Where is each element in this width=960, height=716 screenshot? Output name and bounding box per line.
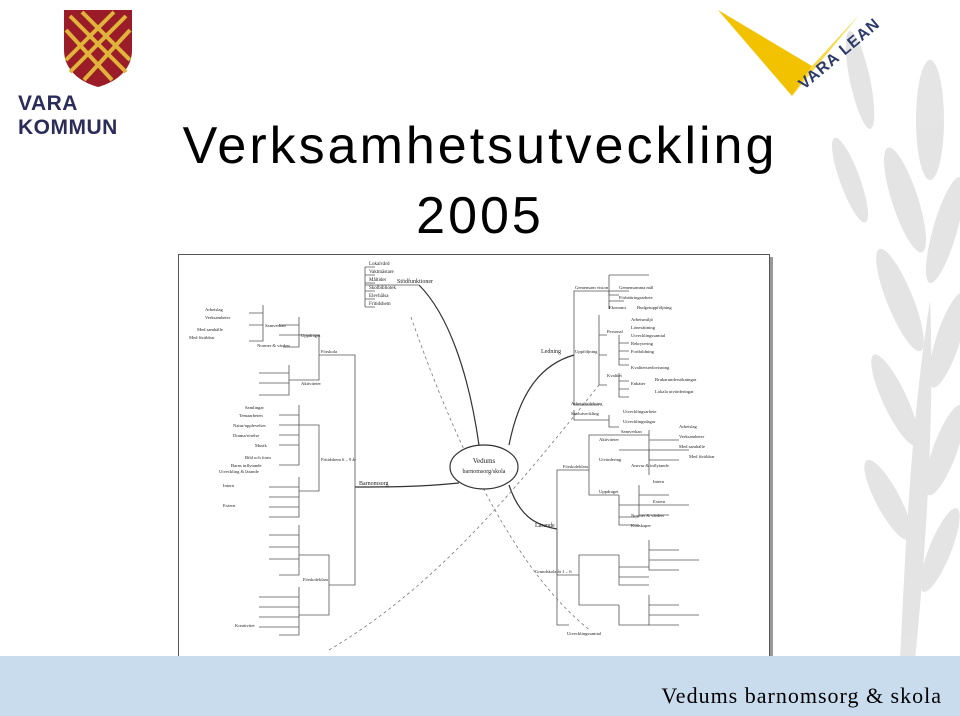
center-line1: Vedums (472, 457, 496, 465)
vara-kommun-shield-icon (60, 8, 136, 88)
larande-item: Kunskaper (631, 523, 651, 528)
ledning-item: Brukarundersökningar (655, 377, 697, 382)
stod-item: Skolbibliotek (369, 286, 396, 291)
larande-item: Arbetslag (679, 424, 697, 429)
ledning-item: Skolutveckling (571, 411, 599, 416)
larande-item: Ansvar & inflytande (631, 463, 669, 468)
stod-item: Fritidshem (369, 302, 391, 307)
larande-item: Förskoleklass (563, 464, 589, 469)
vara-lean-logo (712, 4, 882, 104)
larande-item: Extern (653, 499, 666, 504)
branch-ledning: Ledning (541, 349, 561, 355)
barn-item: Samlingar (245, 405, 264, 410)
branch-larande: Lärande (535, 523, 555, 529)
ledning-item: Rekrytering (631, 341, 653, 346)
barn-item: Utveckling & lärande (219, 469, 259, 474)
footer-text: Vedums barnomsorg & skola (661, 683, 942, 708)
stod-item: Vaktmästare (369, 270, 394, 275)
ledning-item: Gemensam vision (575, 285, 609, 290)
branch-stod: Stödfunktioner (397, 279, 433, 285)
barn-item: Förskola (321, 349, 338, 354)
ledning-item: Gemensamma mål (619, 285, 654, 290)
barn-item: Natur/upplevelser (233, 423, 266, 428)
larande-item: Samverkan (621, 429, 642, 434)
larande-item: Intern (653, 479, 664, 484)
page-year: 2005 (416, 187, 544, 245)
ledning-item: Utvecklingsdagar (623, 419, 656, 424)
ledning-item: Utvecklingsarbete (623, 409, 657, 414)
barn-item: Bild och form (245, 455, 271, 460)
barn-item: Med samhälle (197, 327, 223, 332)
barn-item: Förskoleklass (303, 577, 329, 582)
ledning-item: Förbättringsarbete (619, 295, 653, 300)
larande-item: Med föräldrar (689, 454, 715, 459)
barn-item: Extern (223, 503, 236, 508)
ledning-item: Kvalitet (607, 373, 622, 378)
barn-item: Verksamheter (205, 315, 231, 320)
larande-item: Utvecklingssamtal (567, 631, 602, 636)
stod-item: Lokalvård (369, 262, 390, 267)
ledning-item: Kvalitetsredovisning (631, 365, 670, 370)
barn-item: Samverkan (265, 323, 286, 328)
mindmap-diagram (179, 255, 769, 667)
larande-item: Utvärdering (599, 457, 622, 462)
barn-item: Normer & värden (257, 343, 290, 348)
edge-center-ledning (509, 355, 574, 445)
larande-item: Uppdraget (599, 489, 619, 494)
ledning-item: Ekonomi (609, 305, 626, 310)
ledning-item: Lönesättning (631, 325, 655, 330)
vara-lean-logo-icon (712, 4, 882, 104)
mindmap-center-node (450, 445, 518, 489)
ledning-item: Utvecklingssamtal (631, 333, 666, 338)
ledning-item: Budgetuppföljning (637, 305, 672, 310)
stod-item: Måltider (369, 278, 387, 283)
ledning-item: Lokala utvärderingar (655, 389, 694, 394)
barn-item: Uppdraget (301, 333, 321, 338)
center-line2: barnomsorg/skola (462, 469, 506, 475)
barn-item: Barns inflytande (231, 463, 262, 468)
vara-lean-label: VARA LEAN (795, 15, 882, 94)
ledning-item: Arbetsfördelning (571, 401, 603, 406)
barn-item: Drama/rörelse (233, 433, 260, 438)
barn-item: Aktiviteter (301, 381, 321, 386)
stod-item: Elevhälsa (369, 294, 389, 299)
ledning-item: Arbetsmiljö (631, 317, 653, 322)
branch-barn: Barnomsorg (359, 481, 389, 487)
vara-kommun-label: VARA KOMMUN (18, 92, 118, 139)
barn-item: Kreativitet (235, 623, 255, 628)
ledning-item: Fortbildning (631, 349, 654, 354)
ledning-item: Personal (607, 329, 623, 334)
larande-item: Aktiviteter (599, 437, 619, 442)
barn-item: Arbetslag (205, 307, 223, 312)
larande-item: Verksamheter (679, 434, 705, 439)
larande-item: Normer & värden (631, 513, 664, 518)
page-title: Verksamhetsutveckling (182, 117, 778, 175)
barn-item: Fritidshem 6 – 9 år (321, 457, 356, 462)
ledning-item: Uppföljning (575, 349, 598, 354)
ledning-item: Enkäter (631, 381, 646, 386)
larande-item: Med samhälle (679, 444, 705, 449)
barn-item: Temaarbeten (239, 413, 263, 418)
barn-item: Med föräldrar (189, 335, 215, 340)
larande-item: Grundskola år 1 – 6 (535, 569, 572, 574)
edge-center-stod (419, 285, 479, 445)
barn-item: Intern (223, 483, 234, 488)
mindmap-frame (178, 254, 770, 668)
barn-item: Musik (255, 443, 267, 448)
vara-kommun-logo (18, 8, 178, 139)
